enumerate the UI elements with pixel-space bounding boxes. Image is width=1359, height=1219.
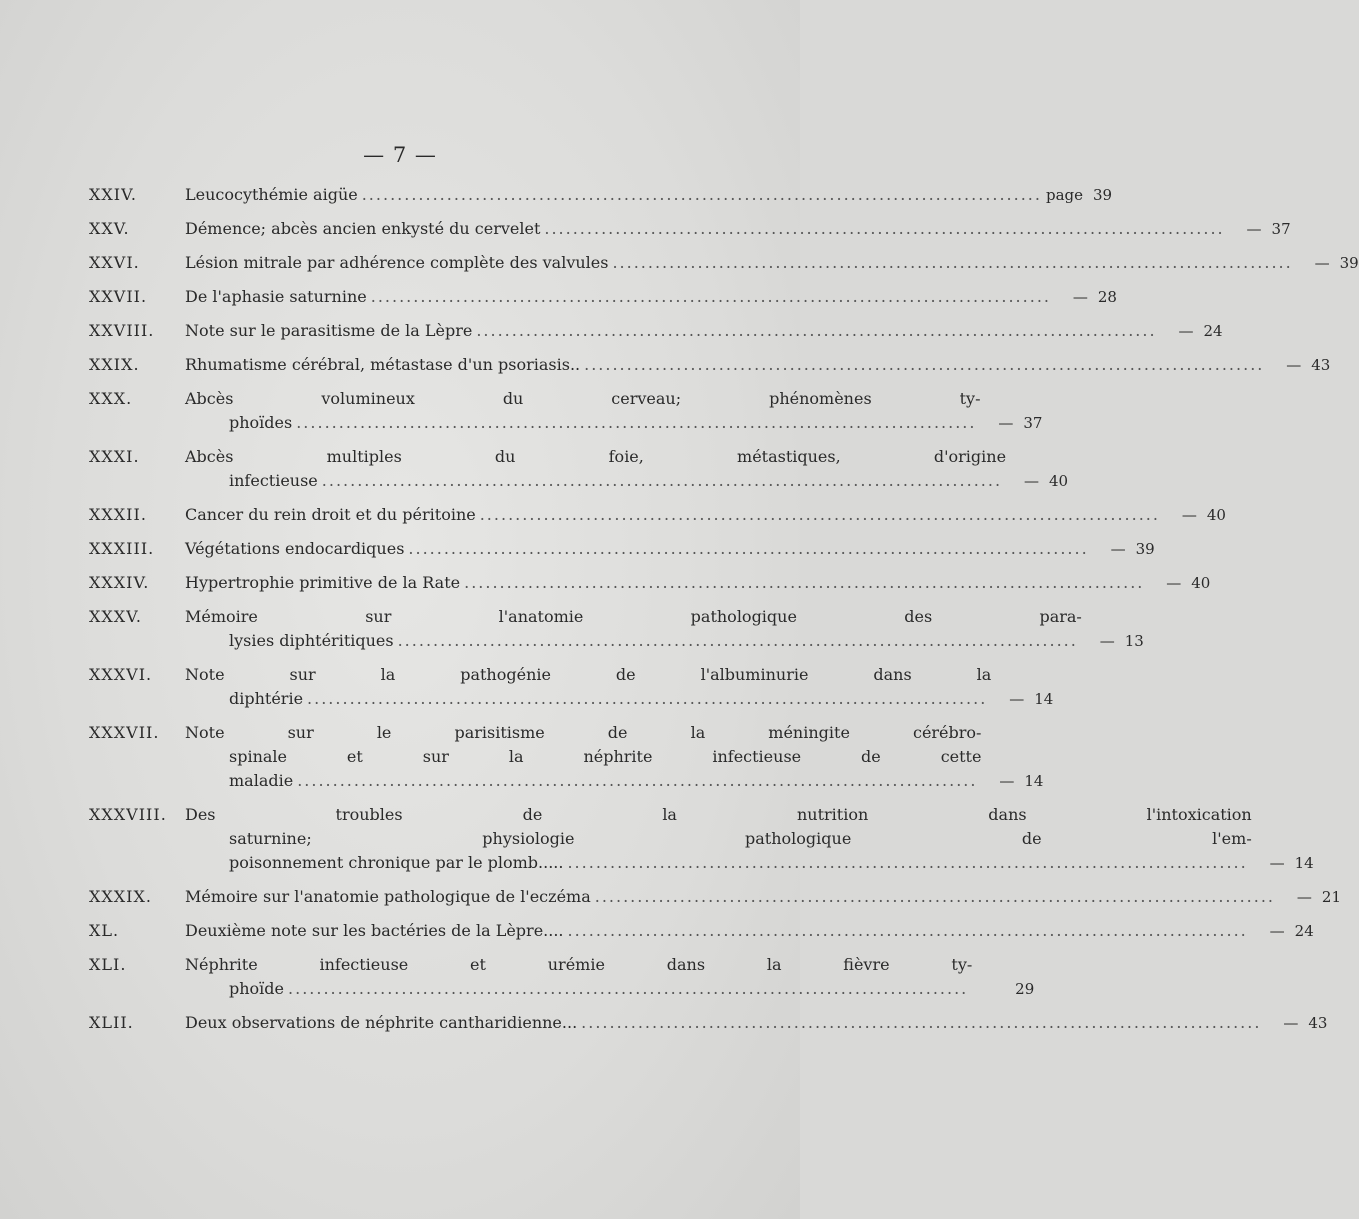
toc-entry <box>89 537 1155 561</box>
page-prefix: — <box>1283 1014 1299 1032</box>
page-value: 14 <box>1294 854 1314 872</box>
entry-title-line: Végétations endocardiques <box>185 539 405 558</box>
leader-dots <box>480 503 1160 527</box>
leader-dots <box>296 411 976 435</box>
entry-page <box>1268 353 1330 377</box>
entry-page <box>1252 851 1314 875</box>
entry-title-line: Deuxième note sur les bactéries de la Lèpre.... <box>185 921 564 940</box>
leader-dots <box>297 769 977 793</box>
entry-title-line: infectieuse <box>229 471 318 490</box>
entry-page <box>1055 285 1117 309</box>
page-value: 37 <box>1023 414 1043 432</box>
page-prefix: — <box>1181 506 1197 524</box>
leader-dots <box>584 353 1264 377</box>
page-prefix: — <box>998 414 1014 432</box>
toc-entry <box>89 285 1117 309</box>
entry-title-line: Cancer du rein droit et du péritoine <box>185 505 476 524</box>
entry-title-line: Note sur le parisitisme de la méningite cérébro- <box>185 723 982 742</box>
toc-entry <box>89 1011 1328 1035</box>
entry-page <box>1093 537 1155 561</box>
entry-title <box>185 319 1223 343</box>
page-value: 14 <box>1034 690 1054 708</box>
leader-dots <box>595 885 1275 909</box>
page-value: 24 <box>1294 922 1314 940</box>
entry-title <box>185 605 1144 653</box>
entry-page <box>1148 571 1210 595</box>
toc-entry <box>89 919 1314 943</box>
entry-title <box>185 537 1155 561</box>
entry-number: XXIV. <box>89 185 137 204</box>
entry-number: XXVII. <box>89 287 148 306</box>
page-value: 39 <box>1339 254 1359 272</box>
entry-title-line: Leucocythémie aigüe <box>185 185 358 204</box>
toc-entry <box>89 953 1035 1001</box>
page-value: 29 <box>1015 980 1035 998</box>
leader-dots <box>464 571 1144 595</box>
entry-title <box>185 803 1314 875</box>
page-value: 40 <box>1191 574 1211 592</box>
entry-number: XXXI. <box>89 447 140 466</box>
page-prefix: — <box>1009 690 1025 708</box>
toc-entry <box>89 251 1359 275</box>
entry-title <box>185 217 1291 241</box>
leader-dots <box>476 319 1156 343</box>
entry-page <box>1252 919 1314 943</box>
toc-entry <box>89 571 1211 595</box>
entry-title-line: Note sur le parasitisme de la Lèpre <box>185 321 473 340</box>
entry-page <box>972 977 1034 1001</box>
entry-title <box>185 1011 1327 1035</box>
page-value: 40 <box>1206 506 1226 524</box>
entry-title-line: maladie <box>229 771 294 790</box>
leader-dots <box>398 629 1078 653</box>
entry-number: XXXIX. <box>89 887 152 906</box>
entry-title-line: De l'aphasie saturnine <box>185 287 367 306</box>
page-prefix: — <box>1296 888 1312 906</box>
page-prefix: — <box>1110 540 1126 558</box>
leader-dots <box>544 217 1224 241</box>
entry-page <box>981 769 1043 793</box>
entry-number: XLII. <box>89 1013 134 1032</box>
entry-title-line: Abcès multiples du foie, métastiques, d'origine <box>185 447 1007 466</box>
entry-number: XXVIII. <box>89 321 155 340</box>
page-prefix: — <box>1286 356 1302 374</box>
leader-dots <box>362 183 1042 207</box>
entry-page <box>980 411 1042 435</box>
entry-title-line: poisonnement chronique par le plomb..... <box>229 853 564 872</box>
toc-entry <box>89 885 1341 909</box>
page-value: 28 <box>1097 288 1117 306</box>
entry-title <box>185 387 1042 435</box>
entry-title-line: Hypertrophie primitive de la Rate <box>185 573 461 592</box>
page-prefix: page <box>1045 186 1083 204</box>
entry-number: XXIX. <box>89 355 140 374</box>
entry-title <box>185 445 1068 493</box>
entry-title-line: Deux observations de néphrite cantharidienne... <box>185 1013 578 1032</box>
entry-page <box>1045 183 1113 207</box>
page-prefix: — <box>1246 220 1262 238</box>
entry-title <box>185 919 1314 943</box>
toc-entry <box>89 353 1331 377</box>
entry-number: XXXIV. <box>89 573 150 592</box>
toc-entry <box>89 387 1043 435</box>
page-prefix: — <box>1269 854 1285 872</box>
toc-entry <box>89 217 1291 241</box>
leader-dots <box>568 919 1248 943</box>
entry-title <box>185 285 1117 309</box>
entry-page <box>1006 469 1068 493</box>
entry-title-line: Rhumatisme cérébral, métastase d'un psoriasis.. <box>185 355 581 374</box>
entry-title-line: Note sur la pathogénie de l'albuminurie dans la <box>185 665 992 684</box>
entry-number: XXXVIII. <box>89 805 167 824</box>
entry-page <box>991 687 1053 711</box>
entry-title-line: phoïde <box>229 979 285 998</box>
entry-number: XXXIII. <box>89 539 155 558</box>
leader-dots <box>288 977 968 1001</box>
leader-dots <box>408 537 1088 561</box>
entry-title <box>185 251 1359 275</box>
entry-title <box>185 571 1210 595</box>
leader-dots <box>612 251 1292 275</box>
page-prefix: — <box>1166 574 1182 592</box>
page-prefix: — <box>1099 632 1115 650</box>
entry-title-line: Abcès volumineux du cerveau; phénomènes ty- <box>185 389 981 408</box>
entry-number: XXXV. <box>89 607 143 626</box>
leader-dots <box>581 1011 1261 1035</box>
entry-title-line: diphtérie <box>229 689 304 708</box>
entry-page <box>1164 503 1226 527</box>
leader-dots <box>322 469 1002 493</box>
entry-title-line: Mémoire sur l'anatomie pathologique de l'eczéma <box>185 887 591 906</box>
entry-page <box>1082 629 1144 653</box>
entry-title-line: saturnine; physiologie pathologique de l'em- <box>229 829 1252 848</box>
entry-title <box>185 663 1053 711</box>
table-of-contents <box>89 183 1359 1045</box>
entry-page <box>1279 885 1341 909</box>
toc-entry <box>89 319 1223 343</box>
entry-page <box>1161 319 1223 343</box>
page-value: 21 <box>1321 888 1341 906</box>
leader-dots <box>371 285 1051 309</box>
entry-number: XXXII. <box>89 505 147 524</box>
page-prefix: — <box>1269 922 1285 940</box>
entry-title <box>185 721 1043 793</box>
entry-title-line: spinale et sur la néphrite infectieuse de cette <box>229 747 982 766</box>
entry-title-line: Mémoire sur l'anatomie pathologique des para- <box>185 607 1082 626</box>
page-value: 13 <box>1124 632 1144 650</box>
entry-number: XXXVII. <box>89 723 160 742</box>
entry-title-line: lysies diphtéritiques <box>229 631 394 650</box>
page-value: 24 <box>1203 322 1223 340</box>
entry-page <box>1265 1011 1327 1035</box>
entry-title-line: phoïdes <box>229 413 293 432</box>
entry-title <box>185 953 1034 1001</box>
entry-number: XLI. <box>89 955 127 974</box>
entry-number: XXV. <box>89 219 130 238</box>
toc-entry <box>89 503 1226 527</box>
entry-page <box>1297 251 1359 275</box>
page-number: — 7 — <box>363 143 437 167</box>
leader-dots <box>567 851 1247 875</box>
toc-entry <box>89 183 1113 207</box>
page-prefix: — <box>1314 254 1330 272</box>
entry-number: XL. <box>89 921 120 940</box>
page-value: 40 <box>1048 472 1069 490</box>
toc-entry <box>89 605 1144 653</box>
toc-entry <box>89 721 1044 793</box>
page-prefix: — <box>1072 288 1088 306</box>
entry-title-line: Des troubles de la nutrition dans l'intoxication <box>185 805 1252 824</box>
leader-dots <box>307 687 987 711</box>
entry-title <box>185 503 1226 527</box>
page-prefix: — <box>999 772 1015 790</box>
page-value: 39 <box>1135 540 1155 558</box>
page-value: 43 <box>1311 356 1331 374</box>
page-prefix: — <box>1178 322 1194 340</box>
page-prefix: — <box>1023 472 1039 490</box>
entry-number: XXVI. <box>89 253 140 272</box>
entry-title <box>185 183 1113 207</box>
entry-number: XXX. <box>89 389 133 408</box>
page-value: 39 <box>1093 186 1113 204</box>
entry-title-line: Néphrite infectieuse et urémie dans la fièvre ty- <box>185 955 973 974</box>
entry-title-line: Lésion mitrale par adhérence complète des valvules <box>185 253 609 272</box>
entry-title-line: Démence; abcès ancien enkysté du cervelet <box>185 219 541 238</box>
page-value: 37 <box>1271 220 1291 238</box>
toc-entry <box>89 663 1054 711</box>
toc-entry <box>89 445 1069 493</box>
page-value: 43 <box>1308 1014 1328 1032</box>
page-value: 14 <box>1024 772 1044 790</box>
entry-title <box>185 353 1330 377</box>
entry-title <box>185 885 1341 909</box>
entry-number: XXXVI. <box>89 665 153 684</box>
entry-page <box>1229 217 1291 241</box>
toc-entry <box>89 803 1314 875</box>
